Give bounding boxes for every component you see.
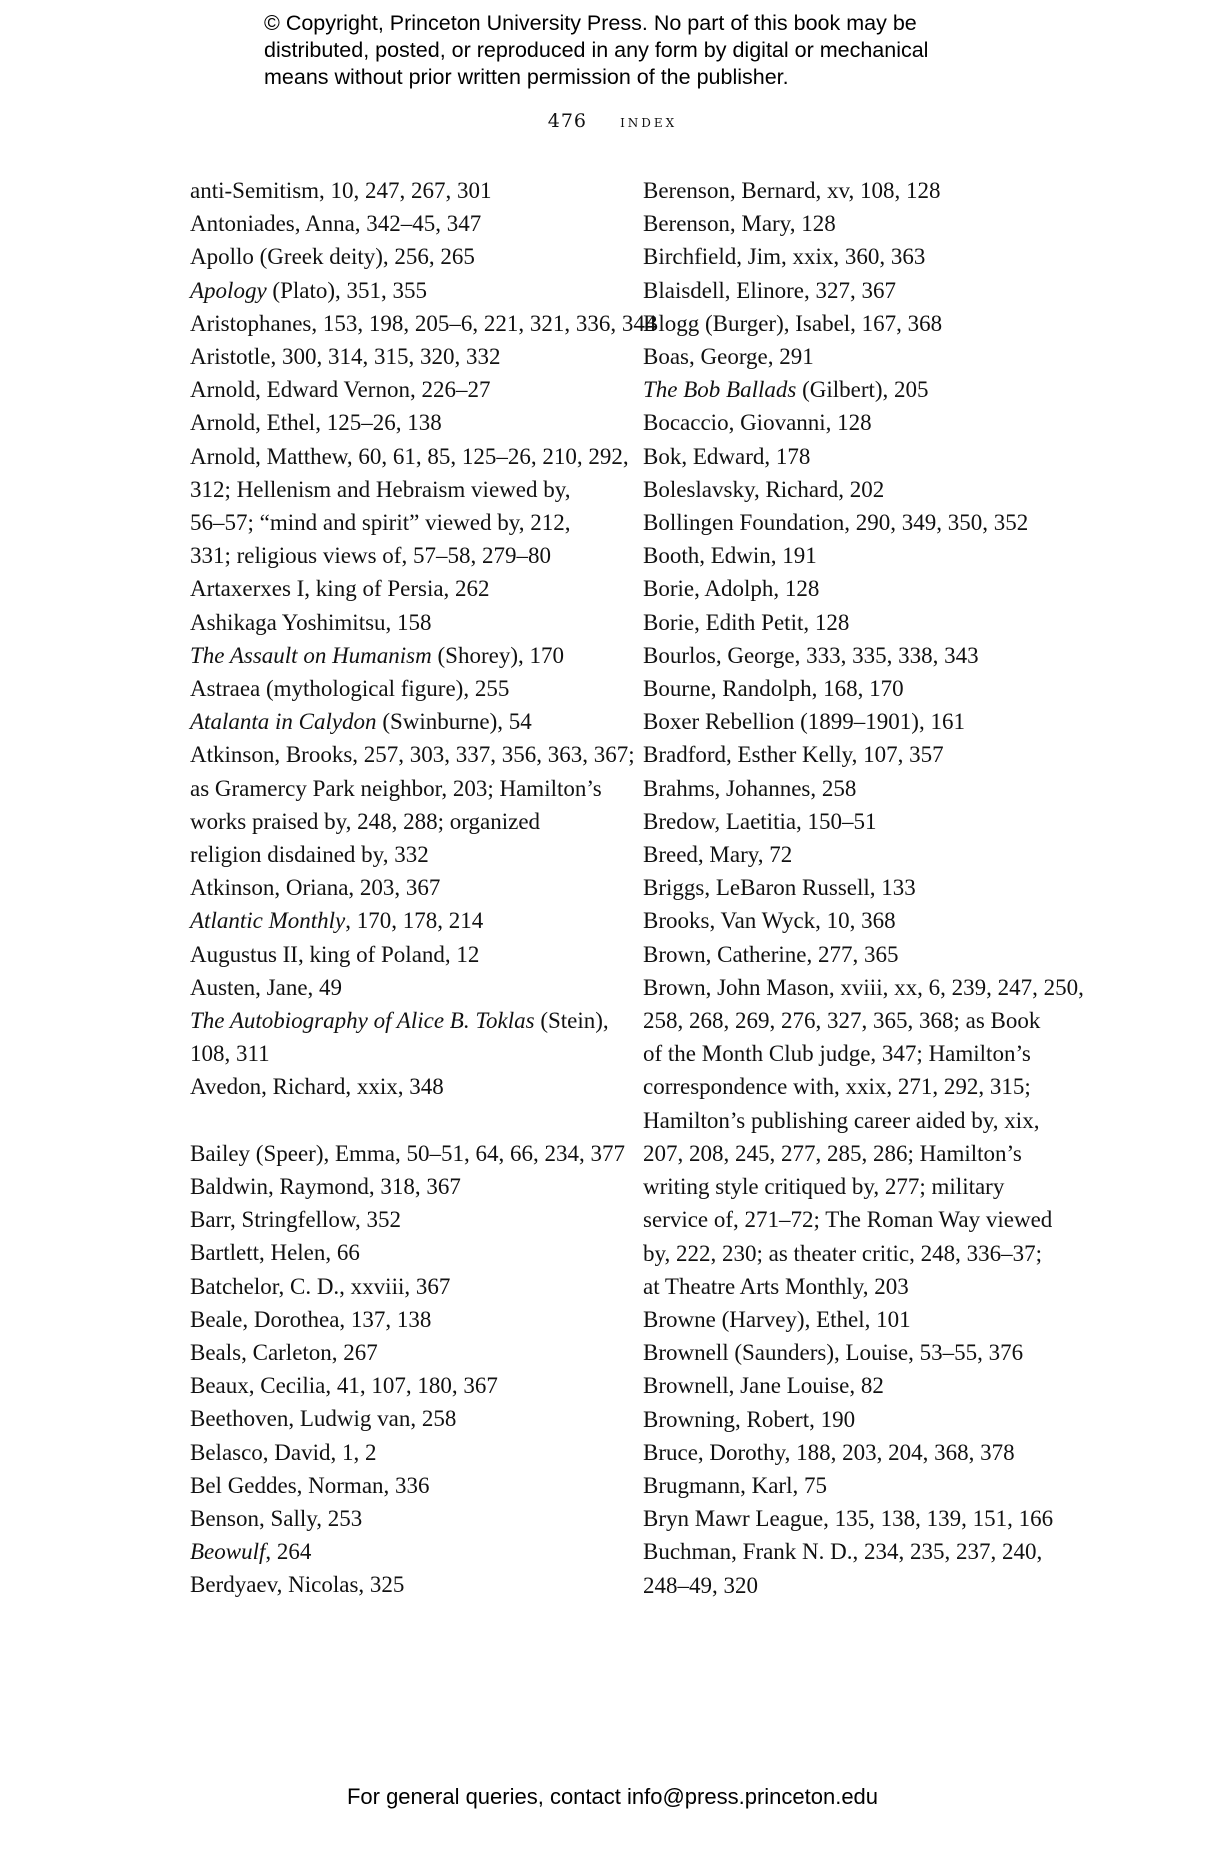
index-entry-line: Boleslavsky, Richard, 202	[643, 476, 885, 502]
index-entry-line: 248–49, 320	[643, 1572, 758, 1598]
index-entry	[643, 772, 1083, 805]
index-entry	[643, 1403, 1083, 1436]
index-entry-line: Bel Geddes, Norman, 336	[190, 1472, 430, 1498]
index-entry-line: Bartlett, Helen, 66	[190, 1240, 360, 1266]
index-entry	[190, 871, 610, 904]
index-entry	[190, 738, 635, 871]
index-entry	[643, 971, 1083, 1303]
index-entry-line: Atkinson, Oriana, 203, 367	[190, 875, 441, 901]
index-entry-line: 108, 311	[190, 1041, 270, 1067]
index-entry-line: writing style critiqued by, 277; military	[643, 1174, 1005, 1200]
index-entry	[190, 1137, 626, 1170]
index-entry-line: Aristotle, 300, 314, 315, 320, 332	[190, 344, 501, 370]
index-entry	[643, 572, 1083, 605]
index-entry	[190, 1270, 610, 1303]
index-entry-line: Bollingen Foundation, 290, 349, 350, 352	[643, 510, 1029, 536]
index-entry-line: religion disdained by, 332	[190, 842, 429, 868]
index-entry-line: Austen, Jane, 49	[190, 974, 343, 1000]
index-entry	[643, 1502, 1083, 1535]
index-entry-line: Batchelor, C. D., xxviii, 367	[190, 1273, 451, 1299]
index-entry-line: Brown, Catherine, 277, 365	[643, 941, 899, 967]
index-entry-line: Baldwin, Raymond, 318, 367	[190, 1173, 461, 1199]
index-entry	[190, 1236, 610, 1269]
index-entry-line: Briggs, LeBaron Russell, 133	[643, 875, 916, 901]
index-entry-line: Atkinson, Brooks, 257, 303, 337, 356, 363, 367;	[190, 742, 635, 768]
index-entry-line: Berenson, Mary, 128	[643, 211, 836, 237]
index-entry-line: 207, 208, 245, 277, 285, 286; Hamilton’s	[643, 1140, 1022, 1166]
index-entry-line: anti-Semitism, 10, 247, 267, 301	[190, 178, 492, 203]
index-entry	[643, 373, 1083, 406]
index-entry	[643, 307, 1083, 340]
index-entry	[643, 1436, 1083, 1469]
index-entry-line: Berenson, Bernard, xv, 108, 128	[643, 178, 941, 203]
index-entry-line: Berdyaev, Nicolas, 325	[190, 1572, 405, 1598]
index-entry	[643, 1336, 1083, 1369]
index-entry-line: Breed, Mary, 72	[643, 842, 793, 868]
index-entry	[190, 307, 657, 340]
index-entry-line: Avedon, Richard, xxix, 348	[190, 1074, 444, 1100]
index-entry-line: Apollo (Greek deity), 256, 265	[190, 244, 475, 270]
index-entry-line: Beaux, Cecilia, 41, 107, 180, 367	[190, 1373, 498, 1399]
index-entry	[190, 1568, 610, 1601]
copyright-line: means without prior written permission of the publisher.	[264, 65, 789, 89]
index-column-left	[190, 174, 657, 1602]
index-entry-line: Bryn Mawr League, 135, 138, 139, 151, 166	[643, 1506, 1054, 1532]
index-entry	[190, 904, 610, 937]
italic-title: Atlantic Monthly	[190, 908, 346, 934]
index-entry-line: 56–57; “mind and spirit” viewed by, 212,	[190, 510, 571, 536]
index-entry-line: Apology (Plato), 351, 355	[190, 277, 428, 303]
index-entry-line: Artaxerxes I, king of Persia, 262	[190, 576, 490, 602]
index-entry	[643, 838, 1083, 871]
index-entry-line: Bourlos, George, 333, 335, 338, 343	[643, 642, 979, 668]
index-entry	[190, 1436, 610, 1469]
index-entry	[190, 971, 610, 1004]
index-entry-line: Booth, Edwin, 191	[643, 543, 817, 569]
index-entry	[190, 1203, 610, 1236]
index-entry-line: Boxer Rebellion (1899–1901), 161	[643, 709, 965, 735]
index-entry	[190, 174, 610, 207]
index-entry	[643, 672, 1083, 705]
section-title: index	[620, 112, 678, 132]
index-entry	[643, 871, 1083, 904]
index-entry	[190, 1170, 610, 1203]
index-entry-line: Borie, Adolph, 128	[643, 576, 820, 602]
index-entry-line: Brownell, Jane Louise, 82	[643, 1373, 884, 1399]
index-entry	[190, 606, 610, 639]
index-entry-line: Bailey (Speer), Emma, 50–51, 64, 66, 234, 377	[190, 1140, 626, 1166]
index-entry-line: Arnold, Matthew, 60, 61, 85, 125–26, 210, 292,	[190, 443, 629, 469]
index-entry-line: at Theatre Arts Monthly, 203	[643, 1273, 909, 1299]
index-entry-line: Brownell (Saunders), Louise, 53–55, 376	[643, 1340, 1024, 1366]
index-entry	[190, 1469, 610, 1502]
index-entry-line: Bok, Edward, 178	[643, 443, 811, 469]
index-entry-line: The Autobiography of Alice B. Toklas (Stein),	[190, 1008, 609, 1034]
page-number: 476	[547, 110, 588, 132]
index-entry	[190, 705, 610, 738]
index-entry-line: Borie, Edith Petit, 128	[643, 609, 850, 635]
index-entry	[643, 938, 1083, 971]
index-entry-line: The Assault on Humanism (Shorey), 170	[190, 642, 564, 668]
index-entry-line: Aristophanes, 153, 198, 205–6, 221, 321, 336, 344	[190, 310, 657, 336]
index-entry-line: Blaisdell, Elinore, 327, 367	[643, 277, 896, 303]
index-entry-line: of the Month Club judge, 347; Hamilton’s	[643, 1041, 1031, 1067]
index-entry	[190, 373, 610, 406]
index-entry-line: works praised by, 248, 288; organized	[190, 808, 541, 834]
index-entry-line: 312; Hellenism and Hebraism viewed by,	[190, 476, 571, 502]
index-entry-line: Brown, John Mason, xviii, xx, 6, 239, 247, 250,	[643, 974, 1084, 1000]
index-entry-line: Ashikaga Yoshimitsu, 158	[190, 609, 432, 635]
index-entry	[190, 1535, 610, 1568]
index-entry	[643, 606, 1083, 639]
index-entry	[190, 938, 610, 971]
index-entry	[190, 274, 610, 307]
index-entry-line: Browne (Harvey), Ethel, 101	[643, 1306, 911, 1332]
index-entry	[190, 1502, 610, 1535]
index-entry-line: by, 222, 230; as theater critic, 248, 336–37;	[643, 1240, 1043, 1266]
index-entry	[190, 1336, 610, 1369]
index-entry	[190, 572, 610, 605]
index-entry-line: Boas, George, 291	[643, 344, 814, 370]
index-entry-line: Brugmann, Karl, 75	[643, 1472, 827, 1498]
index-entry	[643, 1535, 1083, 1601]
index-entry-line: Augustus II, king of Poland, 12	[190, 941, 480, 967]
index-entry	[643, 340, 1083, 373]
index-entry	[190, 340, 610, 373]
index-entry	[190, 406, 610, 439]
index-entry-line: 258, 268, 269, 276, 327, 365, 368; as Book	[643, 1008, 1041, 1034]
index-entry-line: Bourne, Randolph, 168, 170	[643, 676, 904, 702]
index-entry-line: Hamilton’s publishing career aided by, xix,	[643, 1107, 1040, 1133]
index-entry	[190, 1004, 610, 1070]
italic-title: The Assault on Humanism	[190, 642, 432, 668]
index-entry	[643, 440, 1083, 473]
copyright-line: © Copyright, Princeton University Press. No part of this book may be	[264, 11, 917, 35]
index-entry-line: Bredow, Laetitia, 150–51	[643, 808, 877, 834]
index-entry	[190, 240, 610, 273]
index-entry-line: Beals, Carleton, 267	[190, 1339, 378, 1365]
index-entry-line: Beowulf, 264	[190, 1539, 312, 1565]
index-entry-line: service of, 271–72; The Roman Way viewed	[643, 1207, 1053, 1233]
italic-title: The Autobiography of Alice B. Toklas	[190, 1008, 535, 1034]
index-entry-line: as Gramercy Park neighbor, 203; Hamilton’s	[190, 775, 602, 801]
index-entry-line: Beethoven, Ludwig van, 258	[190, 1406, 457, 1432]
italic-title: Apology	[190, 277, 267, 303]
running-head	[0, 110, 1225, 132]
index-entry	[190, 639, 610, 672]
index-entry	[643, 207, 1083, 240]
italic-title: Beowulf	[190, 1539, 266, 1565]
index-entry	[643, 705, 1083, 738]
index-entry-line: Atlantic Monthly, 170, 178, 214	[190, 908, 484, 934]
index-entry	[643, 406, 1083, 439]
index-entry	[643, 639, 1083, 672]
index-entry-line: Barr, Stringfellow, 352	[190, 1207, 401, 1233]
index-entry	[190, 1369, 610, 1402]
index-entry	[190, 1070, 610, 1103]
index-entry	[190, 440, 629, 573]
index-entry	[643, 1469, 1083, 1502]
copyright-line: distributed, posted, or reproduced in any form by digital or mechanical	[264, 38, 929, 62]
index-entry	[643, 174, 1083, 207]
index-entry-line: Browning, Robert, 190	[643, 1406, 856, 1432]
index-entry-line: Blogg (Burger), Isabel, 167, 368	[643, 310, 943, 336]
index-entry-line: Beale, Dorothea, 137, 138	[190, 1306, 432, 1332]
index-entry	[643, 1303, 1083, 1336]
footer-contact: For general queries, contact info@press.princeton.edu	[346, 1784, 879, 1809]
copyright-notice	[264, 10, 1024, 91]
index-entry	[643, 274, 1083, 307]
index-entry	[643, 1369, 1083, 1402]
index-entry-line: Bradford, Esther Kelly, 107, 357	[643, 742, 944, 768]
index-entry-line: Antoniades, Anna, 342–45, 347	[190, 211, 482, 237]
index-entry	[643, 539, 1083, 572]
index-entry	[643, 473, 1083, 506]
index-entry-line: correspondence with, xxix, 271, 292, 315;	[643, 1074, 1031, 1100]
index-entry	[643, 738, 1083, 771]
index-entry-line: Buchman, Frank N. D., 234, 235, 237, 240,	[643, 1539, 1043, 1565]
index-entry	[190, 207, 610, 240]
index-entry	[190, 1402, 610, 1435]
index-entry	[190, 672, 610, 705]
index-entry	[643, 805, 1083, 838]
index-entry-line: Brooks, Van Wyck, 10, 368	[643, 908, 896, 934]
index-entry-line: Bruce, Dorothy, 188, 203, 204, 368, 378	[643, 1439, 1015, 1465]
index-entry-line: Bocaccio, Giovanni, 128	[643, 410, 872, 436]
index-entry-line: 331; religious views of, 57–58, 279–80	[190, 543, 551, 569]
index-entry	[643, 904, 1083, 937]
index-entry-line: Arnold, Edward Vernon, 226–27	[190, 377, 491, 403]
index-column-right	[643, 174, 1083, 1602]
index-entry-line: Brahms, Johannes, 258	[643, 775, 857, 801]
index-entry-line: Atalanta in Calydon (Swinburne), 54	[190, 709, 532, 735]
italic-title: Atalanta in Calydon	[190, 709, 377, 735]
index-entry-line: Astraea (mythological figure), 255	[190, 676, 510, 702]
index-entry-line: Benson, Sally, 253	[190, 1505, 363, 1531]
index-entry	[643, 240, 1083, 273]
index-entry	[190, 1303, 610, 1336]
index-entry-line: Belasco, David, 1, 2	[190, 1439, 377, 1465]
index-entry-line: Birchfield, Jim, xxix, 360, 363	[643, 244, 926, 270]
index-entry-line: The Bob Ballads (Gilbert), 205	[643, 377, 929, 403]
index-entry-line: Arnold, Ethel, 125–26, 138	[190, 410, 442, 436]
index-entry	[643, 506, 1083, 539]
italic-title: The Bob Ballads	[643, 377, 797, 403]
letter-group-gap	[190, 1104, 610, 1137]
